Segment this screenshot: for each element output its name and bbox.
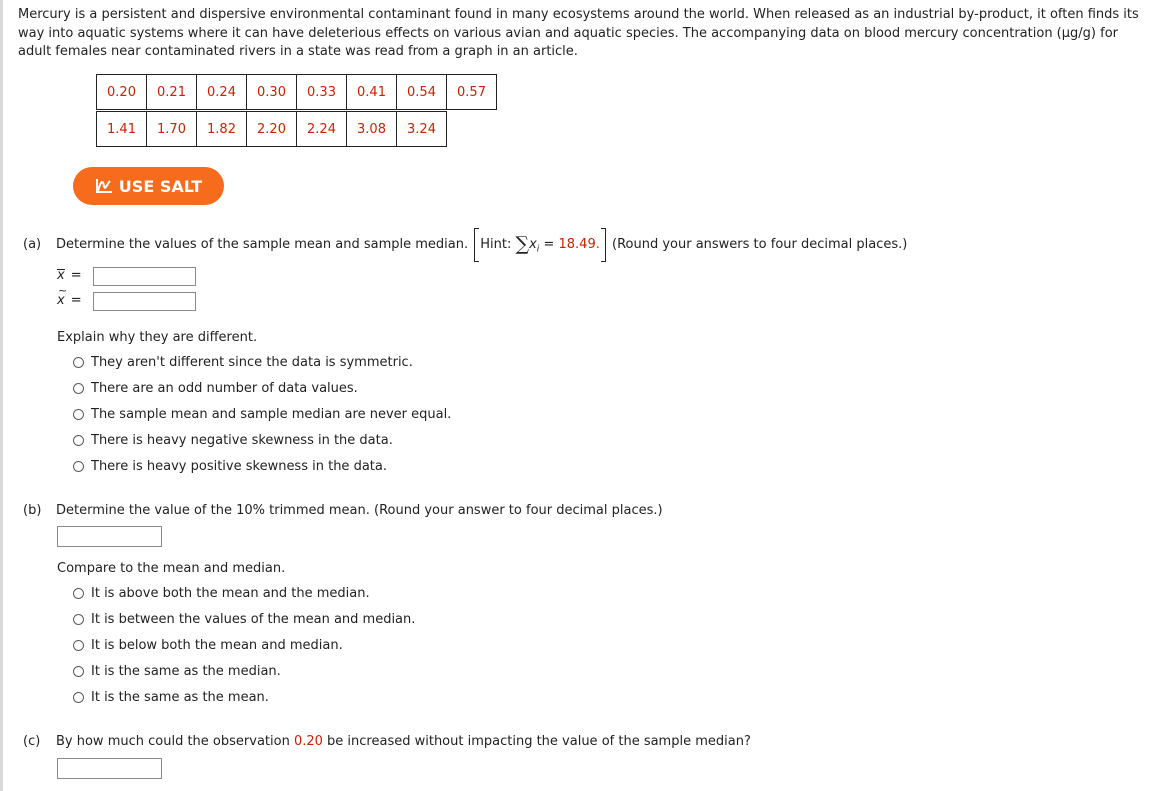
compare-option[interactable]: It is the same as the mean. xyxy=(73,690,269,705)
part-b-text: Determine the value of the 10% trimmed mean. (Round your answer to four decimal places.) xyxy=(56,503,663,518)
radio-button[interactable] xyxy=(73,692,84,703)
compare-option[interactable]: It is below both the mean and median. xyxy=(73,638,343,653)
compare-option[interactable]: It is the same as the median. xyxy=(73,664,281,679)
trimmed-mean-input[interactable] xyxy=(57,526,162,547)
data-cell: 2.20 xyxy=(247,112,297,147)
radio-button[interactable] xyxy=(73,435,84,446)
hint-box xyxy=(474,233,606,255)
compare-option[interactable]: It is between the values of the mean and median. xyxy=(73,612,415,627)
data-table-row-1 xyxy=(96,74,497,110)
explain-option[interactable]: There is heavy negative skewness in the data. xyxy=(73,433,393,448)
part-a-label: (a) xyxy=(23,237,42,252)
hint-variable: $x_i$ xyxy=(529,237,540,255)
median-label: ~ x = xyxy=(57,293,82,308)
part-a-question xyxy=(23,233,907,255)
data-cell: 1.70 xyxy=(147,112,197,147)
mean-label: x = xyxy=(57,268,82,283)
explain-option[interactable]: The sample mean and sample median are never equal. xyxy=(73,407,451,422)
sample-median-input[interactable] xyxy=(93,292,196,311)
radio-button[interactable] xyxy=(73,614,84,625)
data-cell: 2.24 xyxy=(297,112,347,147)
explain-option[interactable]: There is heavy positive skewness in the data. xyxy=(73,459,387,474)
problem-intro: Mercury is a persistent and dispersive environmental contaminant found in many ecosystems around the world. When released as an industrial by-product, it often finds its way into aquatic systems where it can have deleterious effects on various avian and aquatic species. The accompanying data on blood mercury concentration (µg/g) for adult females near contaminated rivers in a state was read from a graph in an article. xyxy=(18,7,1139,59)
compare-option[interactable]: It is above both the mean and the median. xyxy=(73,586,370,601)
salt-chart-icon xyxy=(95,178,113,194)
data-table-row-2 xyxy=(96,111,447,147)
radio-button[interactable] xyxy=(73,666,84,677)
median-increase-input[interactable] xyxy=(57,758,162,779)
hint-value: 18.49. xyxy=(558,237,600,252)
part-c-label: (c) xyxy=(23,734,41,749)
data-cell: 3.24 xyxy=(397,112,447,147)
data-cell: 1.41 xyxy=(97,112,147,147)
data-cell: 0.57 xyxy=(447,75,497,110)
radio-button[interactable] xyxy=(73,588,84,599)
data-cell: 0.24 xyxy=(197,75,247,110)
explain-option[interactable]: There are an odd number of data values. xyxy=(73,381,358,396)
part-a-text: Determine the values of the sample mean and sample median. xyxy=(56,237,469,252)
hint-equals: = xyxy=(543,237,555,252)
data-cell: 0.54 xyxy=(397,75,447,110)
part-b-question xyxy=(23,503,663,518)
sample-mean-input[interactable] xyxy=(93,267,196,286)
sigma-symbol: ∑ xyxy=(515,233,530,255)
data-cell: 3.08 xyxy=(347,112,397,147)
left-margin-rule xyxy=(0,0,3,791)
round-note: (Round your answers to four decimal places.) xyxy=(612,237,908,252)
radio-button[interactable] xyxy=(73,461,84,472)
radio-button[interactable] xyxy=(73,357,84,368)
data-cell: 0.41 xyxy=(347,75,397,110)
data-cell: 0.21 xyxy=(147,75,197,110)
data-cell: 0.30 xyxy=(247,75,297,110)
hint-label: Hint: xyxy=(480,237,512,252)
observation-value: 0.20 xyxy=(293,734,323,749)
radio-button[interactable] xyxy=(73,383,84,394)
compare-prompt: Compare to the mean and median. xyxy=(57,561,286,576)
part-b-label: (b) xyxy=(23,503,42,518)
use-salt-label: USE SALT xyxy=(118,176,203,196)
data-cell: 0.20 xyxy=(97,75,147,110)
explain-option[interactable]: They aren't different since the data is symmetric. xyxy=(73,355,413,370)
data-cell: 1.82 xyxy=(197,112,247,147)
use-salt-button[interactable] xyxy=(73,167,224,205)
part-c-question: (c) By how much could the observation 0.20 be increased without impacting the value of the sample median? xyxy=(23,734,751,749)
radio-button[interactable] xyxy=(73,409,84,420)
data-cell: 0.33 xyxy=(297,75,347,110)
radio-button[interactable] xyxy=(73,640,84,651)
explain-prompt: Explain why they are different. xyxy=(57,330,258,345)
